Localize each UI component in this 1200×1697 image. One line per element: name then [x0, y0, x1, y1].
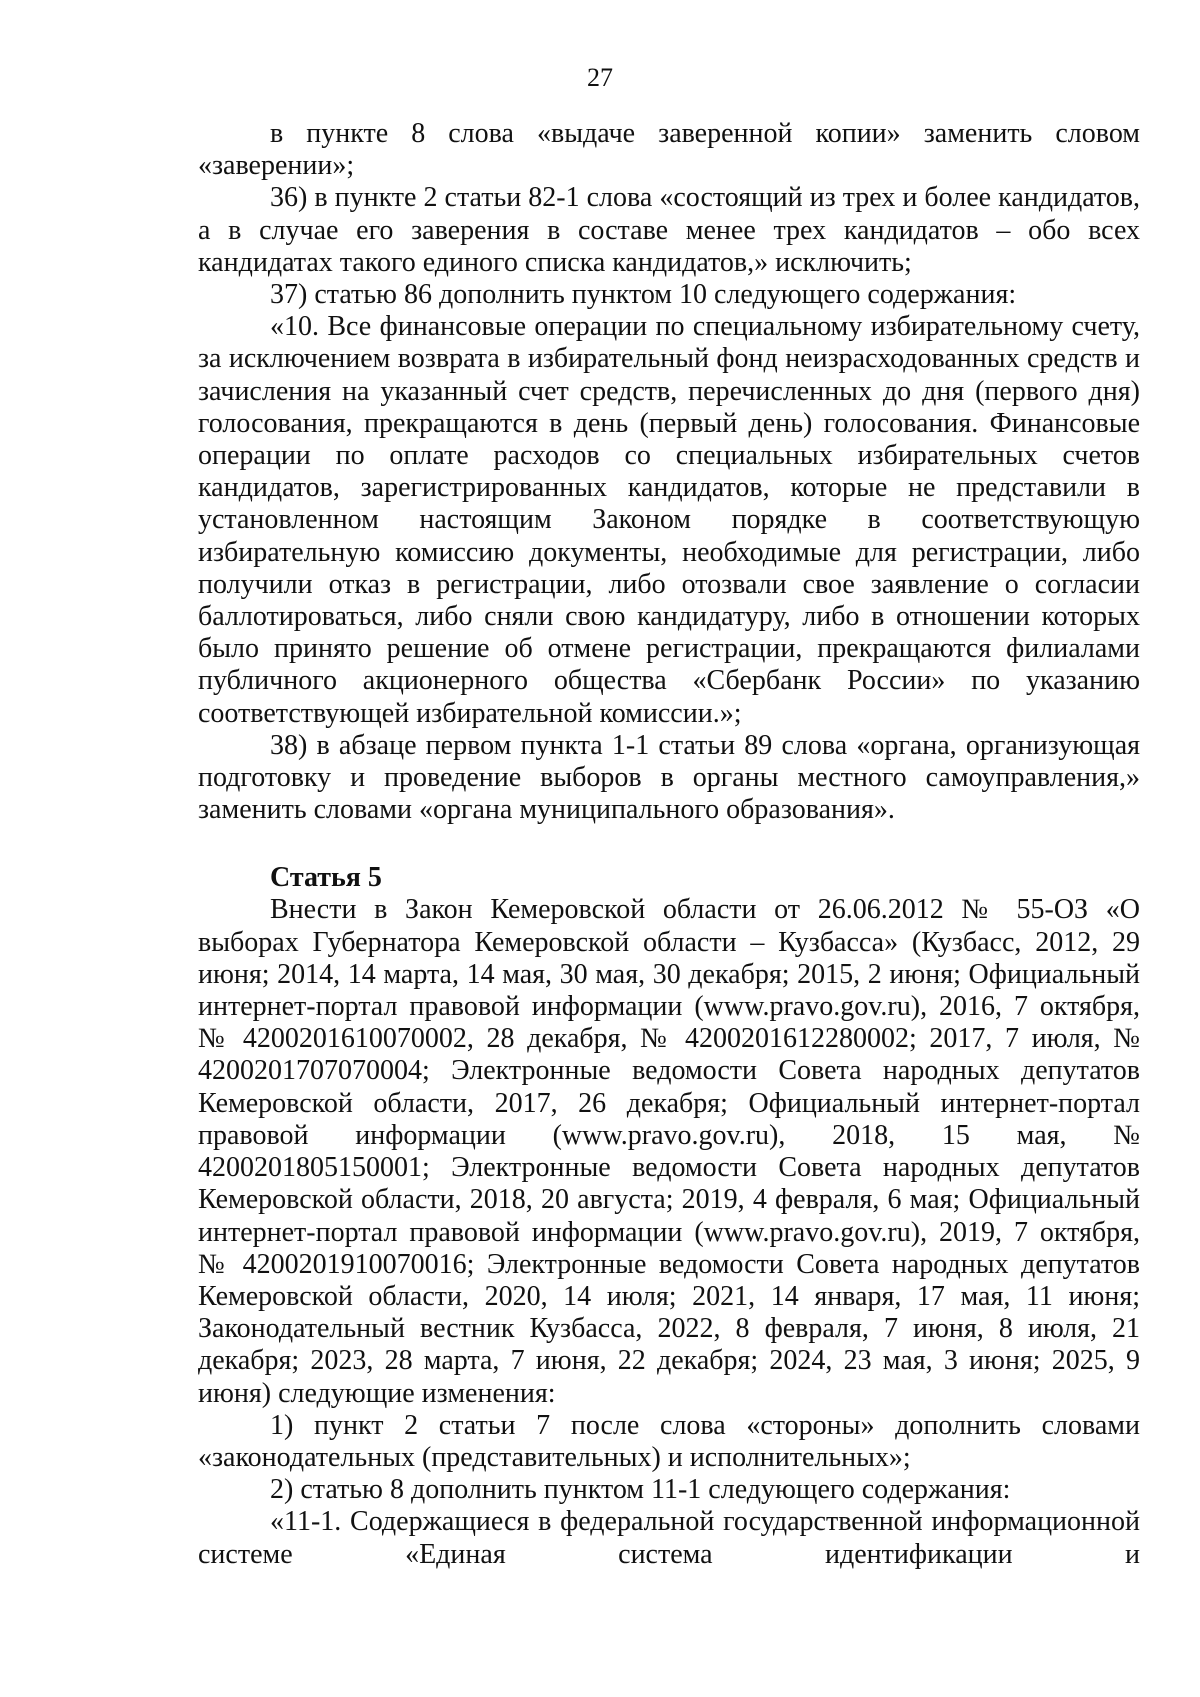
document-body — [198, 118, 1140, 1571]
paragraph-item-8-replacement: в пункте 8 слова «выдаче заверенной копии» заменить словом «заверении»; — [198, 118, 1140, 182]
paragraph-item-37: 37) статью 86 дополнить пунктом 10 следующего содержания: — [270, 279, 1017, 311]
paragraph-article-5-item-2: 2) статью 8 дополнить пунктом 11-1 следующего содержания: — [270, 1474, 1011, 1506]
paragraph-article-5-item-1: 1) пункт 2 статьи 7 после слова «стороны» дополнить словами «законодательных (представительных) и исполнительных»; — [198, 1409, 1140, 1473]
paragraph-quote-item-10: «10. Все финансовые операции по специальному избирательному счету, за исключением возврата в избирательный фонд неизрасходованных средств и зачисления на указанный счет средств, перечисленных до дня (первого дня) голосования, прекращаются в день (первый день) голосования. Финансовые операции по оплате расходов со специальных избирательных счетов кандидатов, зарегистрированных кандидатов, которые не представили в установленном настоящим Законом порядке в соответствующую избирательную комиссию документы, необходимые для регистрации, либо получили отказ в регистрации, либо отозвали свое заявление о согласии баллотироваться, либо сняли свою кандидатуру, либо в отношении которых было принято решение об отмене регистрации, прекращаются филиалами публичного акционерного общества «Сбербанк России» по указанию соответствующей избирательной комиссии.»; — [198, 311, 1140, 729]
article-5-heading: Статья 5 — [270, 862, 382, 894]
paragraph-quote-item-11-1: «11-1. Содержащиеся в федеральной государственной информационной системе «Единая система идентификации и — [198, 1506, 1140, 1570]
paragraph-item-38: 38) в абзаце первом пункта 1-1 статьи 89 слова «органа, организующая подготовку и проведение выборов в органы местного самоуправления,» заменить словами «органа муниципального образования». — [198, 729, 1140, 826]
paragraph-item-36: 36) в пункте 2 статьи 82-1 слова «состоящий из трех и более кандидатов, а в случае его заверения в составе менее трех кандидатов – обо всех кандидатах такого единого списка кандидатов,» исключить; — [198, 182, 1140, 278]
paragraph-article-5-intro: Внести в Закон Кемеровской области от 26.06.2012 № 55-ОЗ «О выборах Губернатора Кемеровской области – Кузбасса» (Кузбасс, 2012, 29 июня; 2014, 14 марта, 14 мая, 30 мая, 30 декабря; 2015, 2 июня; Официальный интернет-портал правовой информации (www.pravo.gov.ru), 2016, 7 октября, № 4200201610070002, 28 декабря, № 4200201612280002; 2017, 7 июля, № 4200201707070004; Электронные ведомости Совета народных депутатов Кемеровской области, 2017, 26 декабря; Официальный интернет-портал правовой информации (www.pravo.gov.ru), 2018, 15 мая, № 4200201805150001; Электронные ведомости Совета народных депутатов Кемеровской области, 2018, 20 августа; 2019, 4 февраля, 6 мая; Официальный интернет-портал правовой информации (www.pravo.gov.ru), 2019, 7 октября, № 4200201910070016; Электронные ведомости Совета народных депутатов Кемеровской области, 2020, 14 июля; 2021, 14 января, 17 мая, 11 июня; Законодательный вестник Кузбасса, 2022, 8 февраля, 7 июня, 8 июля, 21 декабря; 2023, 28 марта, 7 июня, 22 декабря; 2024, 23 мая, 3 июня; 2025, 9 июня) следующие изменения: — [198, 894, 1140, 1409]
page-number: 27 — [587, 63, 613, 92]
